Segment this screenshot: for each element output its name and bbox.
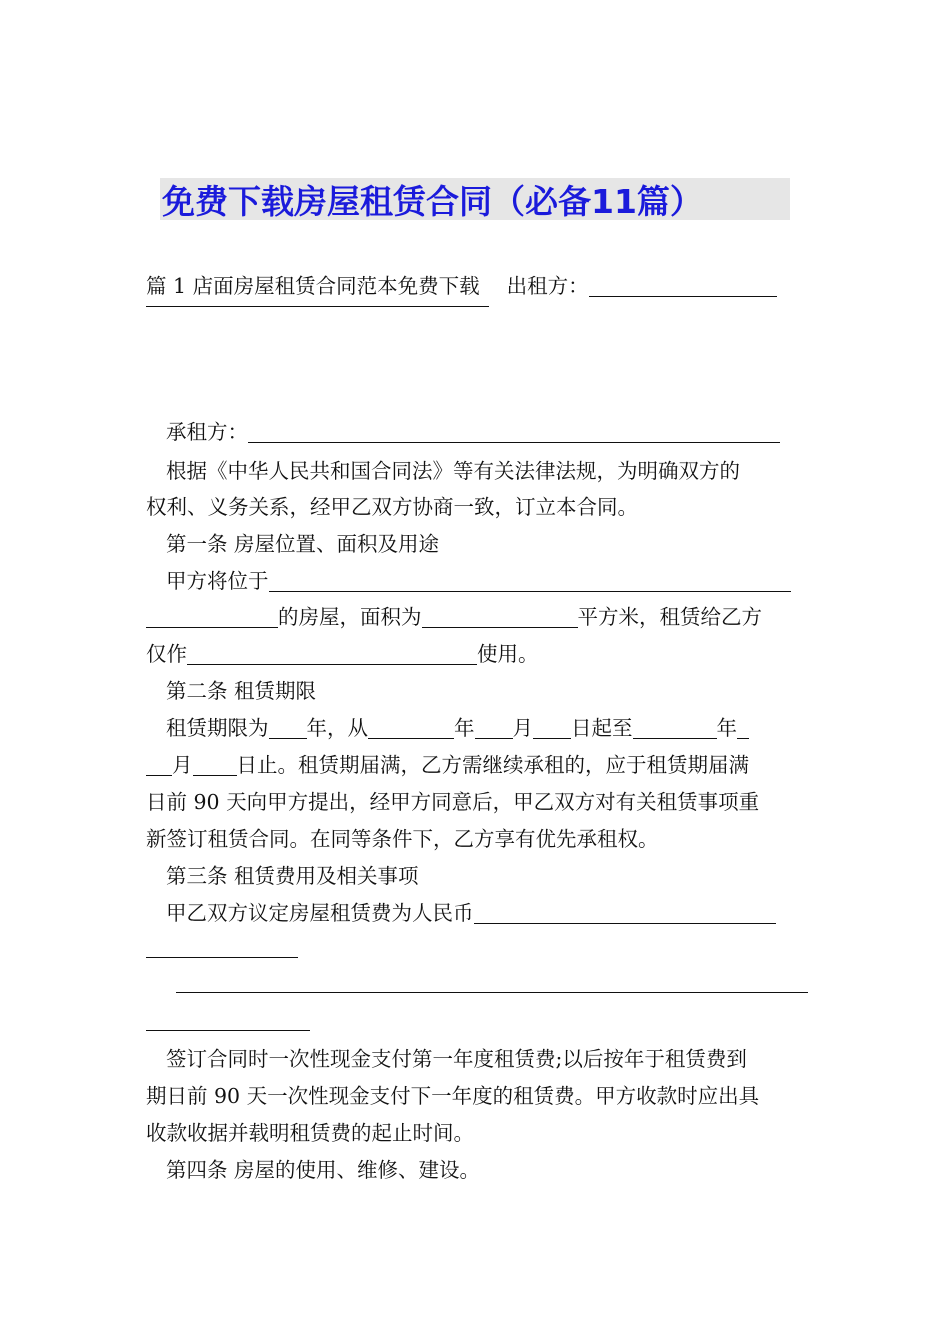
paragraph-line: 签订合同时一次性现金支付第一年度租赁费;以后按年于租赁费到 (166, 1047, 747, 1071)
usage-label: 仅作 (146, 642, 187, 666)
start-month-blank[interactable] (475, 716, 513, 739)
line-location (166, 566, 808, 596)
article-heading: 第一条 房屋位置、面积及用途 (166, 532, 440, 556)
start-year-blank[interactable] (368, 716, 454, 739)
area-unit: 平方米，租赁给乙方 (577, 605, 762, 629)
line-usage (146, 639, 808, 669)
paragraph-line: 期日前 90 天一次性现金支付下一年度的租赁费。甲方收款时应出具 (146, 1084, 760, 1108)
end-year-blank[interactable] (633, 716, 717, 739)
year-label: 年 (716, 716, 737, 740)
end-month-blank[interactable] (737, 716, 749, 739)
term-from: 年，从 (306, 716, 368, 740)
month-label: 月 (512, 716, 533, 740)
term-years-blank[interactable] (269, 716, 307, 739)
rent-blank[interactable] (474, 901, 776, 924)
term-end-text: 日止。租赁期届满，乙方需继续承租的，应于租赁期届满 (236, 753, 749, 777)
article-heading: 第二条 租赁期限 (166, 679, 317, 703)
lessor-label: 篇 1 店面房屋租赁合同范本免费下载 出租方： (146, 274, 589, 298)
lessee-blank[interactable] (248, 420, 780, 443)
article-heading: 第四条 房屋的使用、维修、建设。 (166, 1158, 481, 1182)
area-label: 的房屋，面积为 (278, 605, 422, 629)
rent-blank-cont[interactable] (146, 957, 298, 958)
document-title: 免费下载房屋租赁合同（必备11篇） (162, 182, 703, 221)
location-label: 甲方将位于 (166, 569, 269, 593)
term-label: 租赁期限为 (166, 716, 269, 740)
rent-blank-line-cont[interactable] (146, 1030, 310, 1031)
location-blank-cont[interactable] (146, 605, 278, 628)
rent-blank-line[interactable] (176, 992, 808, 993)
usage-blank[interactable] (187, 642, 477, 665)
lessor-blank-cont[interactable] (146, 306, 489, 307)
term-to: 日起至 (571, 716, 633, 740)
line-term-end (146, 750, 808, 780)
line-lessee (166, 417, 806, 447)
end-day-blank[interactable] (193, 753, 237, 776)
paragraph-line: 新签订租赁合同。在同等条件下，乙方享有优先承租权。 (146, 827, 659, 851)
location-blank[interactable] (269, 569, 791, 592)
paragraph-line: 根据《中华人民共和国合同法》等有关法律法规，为明确双方的 (166, 459, 740, 483)
end-month-blank-cont[interactable] (146, 753, 172, 776)
area-blank[interactable] (422, 605, 578, 628)
start-day-blank[interactable] (533, 716, 571, 739)
line-lessor (146, 271, 808, 301)
paragraph-line: 收款收据并载明租赁费的起止时间。 (146, 1121, 474, 1145)
line-area (146, 602, 808, 632)
rent-label: 甲乙双方议定房屋租赁费为人民币 (166, 901, 474, 925)
paragraph-line: 日前 90 天向甲方提出，经甲方同意后，甲乙双方对有关租赁事项重 (146, 790, 760, 814)
paragraph-line: 权利、义务关系，经甲乙双方协商一致，订立本合同。 (146, 495, 638, 519)
lessor-blank[interactable] (589, 274, 777, 297)
usage-suffix: 使用。 (477, 642, 539, 666)
article-heading: 第三条 租赁费用及相关事项 (166, 864, 419, 888)
line-term (166, 713, 808, 743)
line-rent (166, 898, 808, 928)
lessee-label: 承租方： (166, 420, 248, 444)
month-label: 月 (172, 753, 193, 777)
year-label: 年 (454, 716, 475, 740)
